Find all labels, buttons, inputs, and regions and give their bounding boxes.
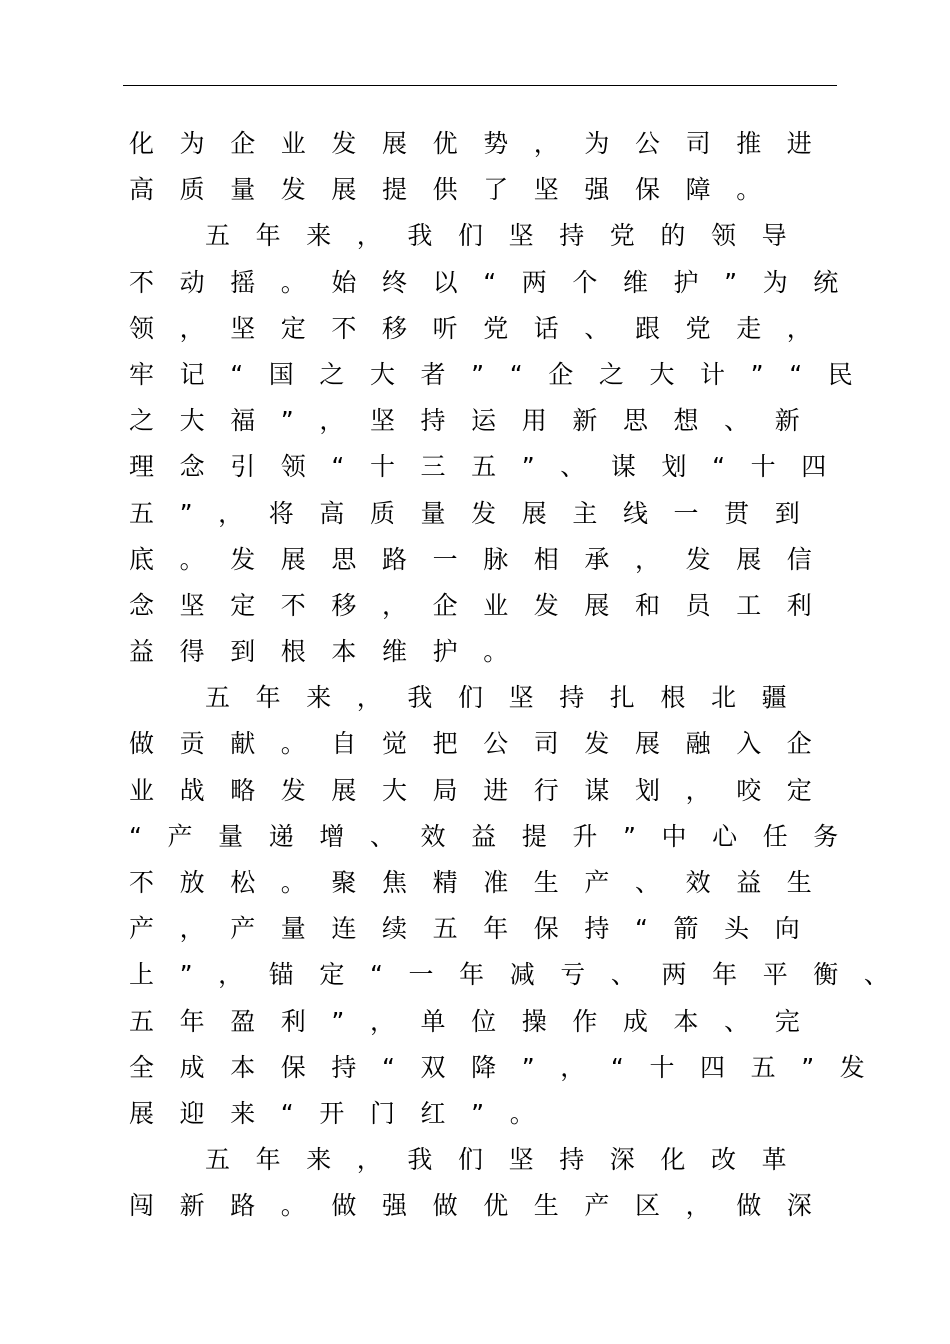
text-line-11: 念坚定不移，企业发展和员工利 bbox=[129, 590, 838, 620]
text-line-5: 领，坚定不移听党话、跟党走， bbox=[129, 313, 838, 343]
body-text bbox=[129, 121, 915, 1230]
text-line-1: 化为企业发展优势，为公司推进 bbox=[129, 129, 838, 158]
text-line-20: 五年盈利”，单位操作成本、完 bbox=[129, 1006, 826, 1036]
text-line-21: 全成本保持“双降”，“十四五”发 bbox=[129, 1052, 891, 1082]
text-line-2: 高质量发展提供了坚强保障。 bbox=[129, 175, 787, 205]
text-line-22: 展迎来“开门红”。 bbox=[129, 1098, 561, 1128]
text-line-4: 不动摇。始终以“两个维护”为统 bbox=[129, 267, 864, 297]
text-line-10: 底。发展思路一脉相承，发展信 bbox=[129, 544, 838, 574]
text-line-3: 五年来，我们坚持党的领导 bbox=[205, 221, 813, 251]
text-line-6: 牢记“国之大者”“企之大计”“民 bbox=[129, 359, 879, 389]
text-line-13: 五年来，我们坚持扎根北疆 bbox=[205, 683, 813, 713]
text-line-15: 业战略发展大局进行谋划，咬定 bbox=[129, 775, 838, 805]
text-line-19: 上”，锚定“一年减亏、两年平衡、 bbox=[129, 960, 915, 990]
text-line-14: 做贡献。自觉把公司发展融入企 bbox=[129, 729, 838, 759]
text-line-24: 闯新路。做强做优生产区，做深 bbox=[129, 1191, 838, 1221]
text-line-18: 产，产量连续五年保持“箭头向 bbox=[129, 914, 826, 944]
text-line-9: 五”，将高质量发展主线一贯到 bbox=[129, 498, 826, 528]
header-rule bbox=[123, 85, 837, 86]
text-line-23: 五年来，我们坚持深化改革 bbox=[205, 1145, 813, 1175]
text-line-8: 理念引领“十三五”、谋划“十四 bbox=[129, 452, 852, 482]
text-line-17: 不放松。聚焦精准生产、效益生 bbox=[129, 868, 838, 897]
text-line-7: 之大福”，坚持运用新思想、新 bbox=[129, 406, 826, 436]
text-line-12: 益得到根本维护。 bbox=[129, 637, 534, 667]
text-line-16: “产量递增、效益提升”中心任务 bbox=[129, 821, 864, 851]
